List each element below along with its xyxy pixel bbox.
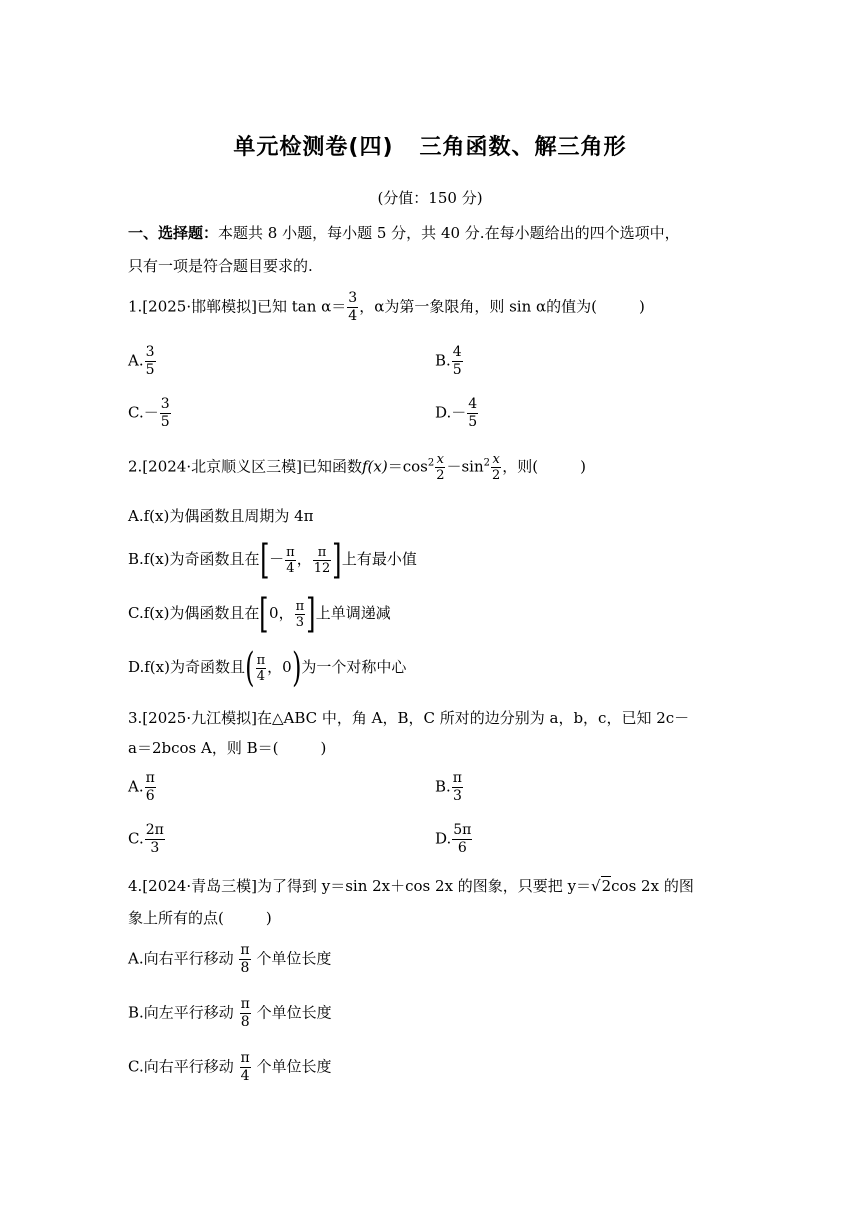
- q4-option-a[interactable]: [128, 942, 331, 977]
- q3-option-b[interactable]: [435, 770, 464, 805]
- option-num: 5π: [453, 822, 472, 838]
- option-post: 个单位长度: [256, 1057, 332, 1076]
- option-den: 5: [452, 362, 462, 378]
- option-post: 个单位长度: [256, 949, 332, 968]
- q4-sqrt: 2: [601, 877, 612, 895]
- q3-option-d[interactable]: [435, 822, 473, 857]
- option-label: A.: [128, 351, 144, 370]
- q1-frac-num: 3: [348, 290, 358, 306]
- q3-option-a[interactable]: [128, 770, 157, 805]
- option-label: D.: [435, 829, 452, 848]
- question-1: [128, 290, 645, 325]
- section-desc-line2: 只有一项是符合题目要求的.: [128, 257, 313, 275]
- q2-c-post: 上单调递减: [315, 604, 391, 622]
- q1-option-c[interactable]: [128, 396, 172, 431]
- left-paren: (: [245, 645, 255, 691]
- option-num: π: [240, 942, 250, 958]
- option-den: 3: [145, 839, 165, 857]
- q4-line2: 象上所有的点(: [128, 909, 224, 927]
- q1-option-d[interactable]: [435, 396, 479, 431]
- option-num: 3: [145, 344, 155, 360]
- q2-then: ，则(: [502, 457, 539, 476]
- q2-b-post: 上有最小值: [341, 550, 417, 568]
- q2-frac-den: 2: [436, 468, 445, 483]
- q2-c-hi-num: π: [295, 598, 305, 614]
- q2-c-hi-den: 3: [295, 614, 305, 630]
- q2-b-hi-den: 12: [313, 560, 331, 576]
- q2-frac-den-2: 2: [492, 468, 501, 483]
- option-num: π: [145, 770, 155, 786]
- option-label: D.－: [435, 403, 467, 422]
- q4-line1-b: cos 2x 的图: [611, 877, 694, 895]
- q2-b-lo-num: π: [286, 544, 295, 560]
- q1-fraction: [347, 290, 358, 325]
- question-4-line2: [128, 907, 272, 928]
- q2-option-b[interactable]: B.f(x)为奇函数且在[－ $\frac{\pi}{4}$ ， $\frac{\pi}{12}$ ]上有最小值: [128, 537, 417, 583]
- q1-option-b[interactable]: [435, 344, 464, 379]
- q2-d-post: 为一个对称中心: [301, 658, 407, 676]
- q3-end: ): [320, 739, 327, 757]
- q2-option-d[interactable]: D.f(x)为奇函数且( $\frac{\pi}{4}$ ，0)为一个对称中心: [128, 645, 407, 691]
- option-num: 2π: [145, 822, 164, 838]
- title-sub: 三角函数、解三角形: [419, 135, 627, 160]
- q2-c-lo: 0: [269, 604, 279, 622]
- section-header: [128, 222, 680, 243]
- q3-line2-pre: a＝2bcos A，则 B＝(: [128, 739, 279, 757]
- option-label: A.: [128, 777, 144, 796]
- left-bracket: [: [259, 591, 269, 637]
- q2-minus: －sin: [446, 457, 484, 476]
- q2-d-den: 4: [256, 668, 265, 684]
- option-den: 5: [468, 414, 478, 430]
- question-2: [128, 452, 586, 483]
- q2-sup2: 2: [483, 457, 491, 469]
- option-num: 4: [468, 396, 478, 412]
- question-4-line1: 4.[2024·青岛三模]为了得到 y＝sin 2x＋cos 2x 的图象，只要把 y＝√2cos 2x 的图: [128, 877, 694, 895]
- option-den: 6: [145, 788, 155, 804]
- option-num: 3: [160, 396, 170, 412]
- option-den: 5: [160, 414, 170, 430]
- q2-b-hi-num: π: [317, 544, 327, 560]
- q1-option-a[interactable]: [128, 344, 157, 379]
- q2-end: ): [580, 457, 587, 476]
- option-num: π: [240, 1050, 250, 1066]
- question-3-line1: 3.[2025·九江模拟]在△ABC 中，角 A，B，C 所对的边分别为 a，b，c，已知 2c－: [128, 709, 690, 727]
- q2-b-lo-den: 4: [286, 560, 295, 576]
- q2-eq: ＝cos: [387, 457, 428, 476]
- option-pre: B.向左平行移动: [128, 1003, 234, 1022]
- option-den: 3: [452, 788, 462, 804]
- q2-option-c[interactable]: C.f(x)为偶函数且在[0， $\frac{\pi}{3}$ ]上单调递减: [128, 591, 391, 637]
- option-label: B.: [435, 351, 451, 370]
- option-label: C.: [128, 829, 144, 848]
- option-num: π: [452, 770, 462, 786]
- q2-frac-num: x: [436, 452, 445, 467]
- q2-b-sign: －: [269, 550, 285, 568]
- left-bracket: [: [259, 537, 270, 583]
- q4-option-c[interactable]: [128, 1050, 332, 1085]
- score-info: (分值：150 分): [377, 189, 483, 207]
- q1-suffix: ，α为第一象限角，则 sin α的值为(: [359, 297, 597, 316]
- q2-b-pre: B.f(x)为奇函数且在: [128, 550, 260, 568]
- question-3-line2: [128, 737, 326, 758]
- q2-fx: f(x): [361, 457, 388, 476]
- q2-sup1: 2: [427, 457, 435, 469]
- option-den: 5: [145, 362, 155, 378]
- option-den: 8: [240, 1014, 250, 1030]
- right-bracket: ]: [306, 591, 316, 637]
- q2-d-num: π: [256, 652, 266, 668]
- option-num: π: [240, 996, 250, 1012]
- option-post: 个单位长度: [256, 1003, 332, 1022]
- option-pre: A.向右平行移动: [128, 949, 234, 968]
- section-desc-line1: 本题共 8 小题，每小题 5 分，共 40 分.在每小题给出的四个选项中，: [218, 224, 680, 242]
- option-den: 8: [240, 960, 250, 976]
- page-title: [0, 130, 860, 161]
- option-label: C.－: [128, 403, 159, 422]
- q2-d-pre: D.f(x)为奇函数且: [128, 658, 245, 676]
- option-den: 4: [240, 1068, 250, 1084]
- q4-line1-a: 4.[2024·青岛三模]为了得到 y＝sin 2x＋cos 2x 的图象，只要把 y＝: [128, 877, 592, 895]
- option-label: B.: [435, 777, 451, 796]
- q2-d-zero: 0: [282, 658, 292, 676]
- option-num: 4: [452, 344, 462, 360]
- section-head: 一、选择题：: [128, 224, 219, 242]
- q3-option-c[interactable]: [128, 822, 166, 857]
- q1-frac-den: 4: [348, 308, 358, 324]
- q4-end: ): [265, 909, 272, 927]
- q2-prefix: 2.[2024·北京顺义区三模]已知函数: [128, 457, 362, 476]
- right-bracket: ]: [332, 537, 342, 583]
- option-pre: C.向右平行移动: [128, 1057, 234, 1076]
- q2-c-pre: C.f(x)为偶函数且在: [128, 604, 260, 622]
- right-paren: ): [291, 645, 302, 691]
- q1-prefix: 1.[2025·邯郸模拟]已知 tan α＝: [128, 297, 347, 316]
- option-den: 6: [452, 839, 472, 857]
- q2-frac-num-2: x: [492, 452, 500, 467]
- q2-option-a[interactable]: A.f(x)为偶函数且周期为 4π: [128, 507, 314, 525]
- q4-option-b[interactable]: [128, 996, 332, 1031]
- q1-end: ): [639, 297, 645, 316]
- title-main: 单元检测卷(四): [233, 135, 394, 160]
